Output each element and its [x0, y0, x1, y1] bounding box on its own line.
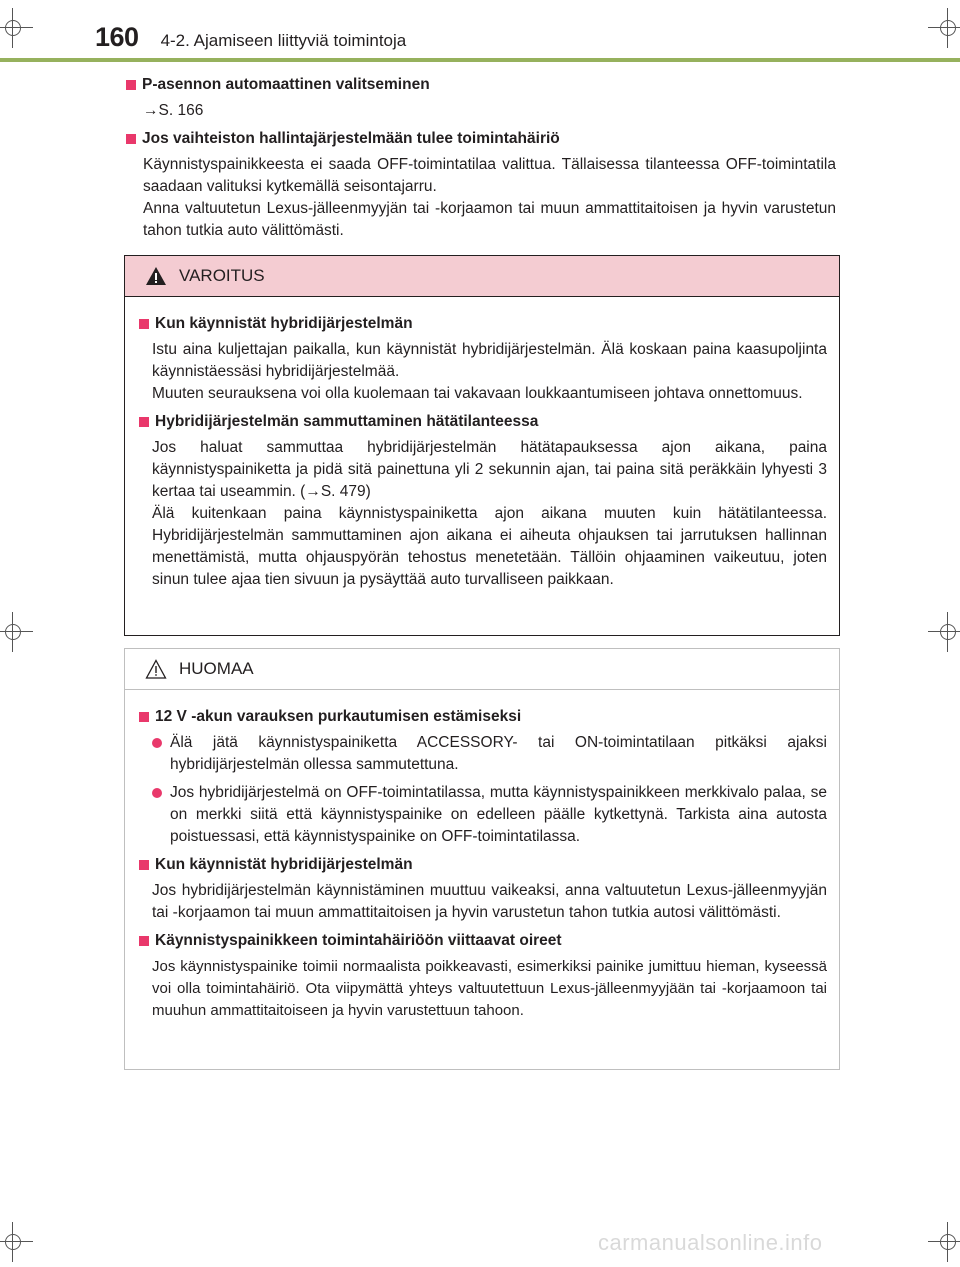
paragraph: Jos käynnistyspainike toimii normaalista poikkeavasti, esimerkiksi painike jumittuu hieman, kyseessä voi olla toimintahäiriö. Ota viipymättä yhteys valtuutettuun Lexus-jälleenmyyjään tai -korjaamoon tai muuhun ammattitaitoiseen ja hyvin varustettuun tahoon. [152, 958, 827, 1019]
warning-title: VAROITUS [179, 266, 265, 285]
section-heading: Käynnistyspainikkeen toimintahäiriöön viittaavat oireet [139, 930, 827, 952]
warning-header [125, 256, 839, 297]
crop-mark-icon [0, 8, 33, 48]
section-heading: Kun käynnistät hybridijärjestelmän [139, 313, 827, 335]
square-bullet-icon [139, 417, 149, 427]
list-item: Jos hybridijärjestelmä on OFF-toimintatilassa, mutta käynnistyspainikkeen merkkivalo palaa, se on merkki siitä että käynnistyspainike on edelleen päälle kytkettynä. Tarkista aina autosta poistuessasi, että käynnistyspainike on OFF-toimintatilassa. [152, 782, 827, 848]
crop-mark-icon [928, 8, 960, 48]
list-item: Älä jätä käynnistyspainiketta ACCESSORY- tai ON-toimintatilaan pitkäksi ajaksi hybridijärjestelmän ollessa sammutettuna. [152, 732, 827, 776]
paragraph: Muuten seurauksena voi olla kuolemaan tai vakavaan loukkaantumiseen johtava onnettomuus. [152, 385, 803, 402]
section-title: 4-2. Ajamiseen liittyviä toimintoja [160, 31, 407, 50]
round-bullet-icon [152, 788, 162, 798]
section-heading: P-asennon automaattinen valitseminen [126, 74, 836, 96]
section-heading: 12 V -akun varauksen purkautumisen estämiseksi [139, 706, 827, 728]
paragraph: Käynnistyspainikkeesta ei saada OFF-toimintatilaa valittua. Tällaisessa tilanteessa OFF-toimintatila saadaan valituksi kytkemällä seisontajarru. [143, 156, 836, 195]
paragraph: Jos hybridijärjestelmän käynnistäminen muuttuu vaikeaksi, anna valtuutetun Lexus-jälleenmyyjän tai -korjaamon tai muun ammattitaitoisen ja hyvin varustetun tahon tutkia autosi välittömästi. [152, 882, 827, 921]
section-heading: Jos vaihteiston hallintajärjestelmään tulee toimintahäiriö [126, 128, 836, 150]
crop-mark-icon [928, 1222, 960, 1262]
paragraph: Anna valtuutetun Lexus-jälleenmyyjän tai -korjaamon tai muun ammattitaitoisen ja hyvin varustetun tahon tutkia auto välittömästi. [143, 200, 836, 239]
crop-mark-icon [0, 1222, 33, 1262]
page-number: 160 [95, 22, 139, 52]
paragraph: Älä kuitenkaan paina käynnistyspainiketta ajon aikana muuten kuin hätätilanteessa. Hybridijärjestelmän sammuttaminen ajon aikana ei aiheuta ohjauksen tai jarrutuksen hallinnan menettämistä, mutta ohjauspyörän tehostus menetetään. Tällöin ohjaaminen vaikeutuu, joten sinun tulee ajaa tien sivuun ja pysäyttää auto turvalliseen paikkaan. [152, 505, 827, 588]
square-bullet-icon [126, 134, 136, 144]
round-bullet-icon [152, 738, 162, 748]
square-bullet-icon [139, 860, 149, 870]
section-heading: Kun käynnistät hybridijärjestelmän [139, 854, 827, 876]
warning-box [124, 255, 840, 636]
notice-header [125, 649, 839, 690]
paragraph: Istu aina kuljettajan paikalla, kun käynnistät hybridijärjestelmän. Älä koskaan paina kaasupoljinta käynnistäessäsi hybridijärjestelmää. [152, 341, 827, 380]
paragraph: Jos haluat sammuttaa hybridijärjestelmän hätätapauksessa ajon aikana, paina käynnistyspainiketta ja pidä sitä painettuna yli 2 sekunnin ajan, tai paina sitä peräkkäin lyhyesti 3 kertaa tai useammin. (→S. 479) [152, 439, 827, 500]
warning-triangle-icon [145, 266, 167, 286]
page-reference-link[interactable]: →S. 166 [143, 102, 204, 119]
notice-body [125, 690, 839, 1022]
crop-mark-icon [928, 612, 960, 652]
notice-box [124, 648, 840, 1070]
square-bullet-icon [139, 936, 149, 946]
notice-title: HUOMAA [179, 659, 254, 678]
warning-body [125, 297, 839, 591]
intro-section [126, 74, 836, 242]
section-heading: Hybridijärjestelmän sammuttaminen hätätilanteessa [139, 411, 827, 433]
header-rule [0, 58, 960, 62]
watermark: carmanualsonline.info [598, 1230, 823, 1255]
crop-mark-icon [0, 612, 33, 652]
square-bullet-icon [126, 80, 136, 90]
square-bullet-icon [139, 319, 149, 329]
square-bullet-icon [139, 712, 149, 722]
page-header [95, 22, 406, 58]
caution-triangle-icon [145, 659, 167, 679]
